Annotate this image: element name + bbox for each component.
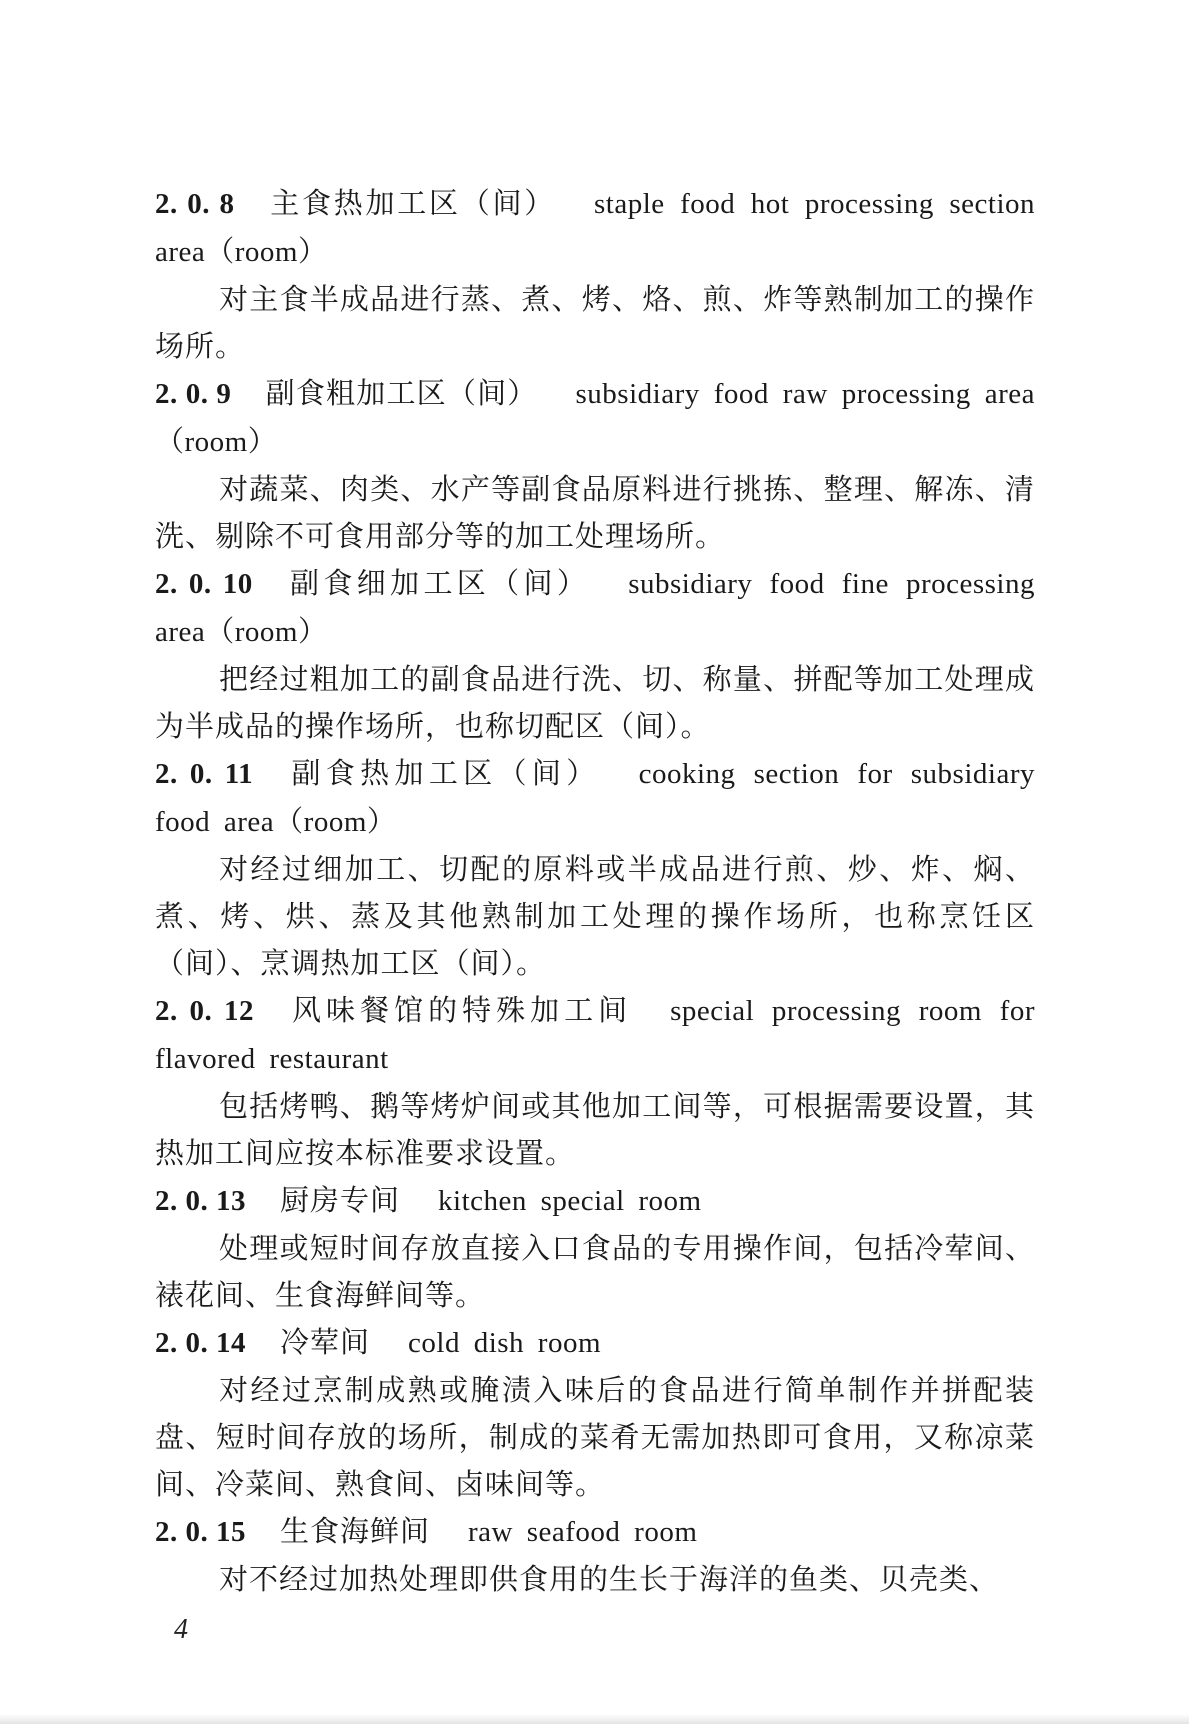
term-2-0-13 xyxy=(155,1177,1035,1319)
term-2-0-11 xyxy=(155,750,1035,987)
term-title-zh: 副食热加工区（间） xyxy=(287,756,601,790)
term-heading xyxy=(155,987,1035,1083)
term-definition: 对经过细加工、切配的原料或半成品进行煎、炒、炸、焖、煮、烤、烘、蒸及其他熟制加工处理的操作场所，也称烹饪区（间）、烹调热加工区（间）。 xyxy=(155,852,1035,980)
term-title-en: subsidiary food raw processing area（room） xyxy=(155,378,1035,458)
term-2-0-8 xyxy=(155,180,1035,370)
term-heading xyxy=(155,1319,1035,1367)
term-heading xyxy=(155,750,1035,846)
term-2-0-15 xyxy=(155,1508,1035,1603)
term-2-0-10 xyxy=(155,560,1035,750)
term-title-zh: 副食粗加工区（间） xyxy=(265,376,538,410)
term-title-en: subsidiary food fine processing area（room） xyxy=(155,568,1035,648)
term-title-zh: 冷荤间 xyxy=(280,1325,371,1359)
term-title-zh: 主食热加工区（间） xyxy=(268,186,556,220)
term-heading xyxy=(155,1508,1035,1556)
term-number: 2. 0. 15 xyxy=(155,1516,246,1548)
page-number: 4 xyxy=(174,1614,188,1645)
term-definition: 对经过烹制成熟或腌渍入味后的食品进行简单制作并拼配装盘、短时间存放的场所，制成的菜肴无需加热即可食用，又称凉菜间、冷菜间、熟食间、卤味间等。 xyxy=(155,1373,1035,1501)
term-title-en: cold dish room xyxy=(408,1327,602,1359)
term-title-en: raw seafood room xyxy=(468,1516,698,1548)
term-number: 2. 0. 9 xyxy=(155,378,232,410)
term-2-0-14 xyxy=(155,1319,1035,1508)
term-heading xyxy=(155,560,1035,656)
term-heading xyxy=(155,1177,1035,1225)
term-title-en: staple food hot processing section area（room） xyxy=(155,188,1036,268)
terms-list xyxy=(155,180,1035,1603)
term-definition: 对蔬菜、肉类、水产等副食品原料进行挑拣、整理、解冻、清洗、剔除不可食用部分等的加工处理场所。 xyxy=(155,472,1035,553)
term-number: 2. 0. 10 xyxy=(155,568,253,600)
term-number: 2. 0. 12 xyxy=(155,995,255,1027)
term-definition: 包括烤鸭、鹅等烤炉间或其他加工间等，可根据需要设置，其热加工间应按本标准要求设置。 xyxy=(155,1089,1035,1170)
term-number: 2. 0. 14 xyxy=(155,1327,246,1359)
term-number: 2. 0. 8 xyxy=(155,188,235,220)
page-edge-shadow xyxy=(0,1714,1189,1724)
term-definition: 把经过粗加工的副食品进行洗、切、称量、拼配等加工处理成为半成品的操作场所，也称切配区（间）。 xyxy=(155,662,1035,743)
term-title-zh: 副食细加工区（间） xyxy=(286,566,591,600)
term-title-en: cooking section for subsidiary food area（room） xyxy=(155,758,1035,838)
term-title-en: kitchen special room xyxy=(438,1185,702,1217)
term-title-zh: 生食海鲜间 xyxy=(280,1514,431,1548)
term-heading xyxy=(155,370,1035,466)
term-title-en: special processing room for flavored restaurant xyxy=(155,995,1035,1075)
term-definition: 处理或短时间存放直接入口食品的专用操作间，包括冷荤间、裱花间、生食海鲜间等。 xyxy=(155,1231,1035,1312)
term-title-zh: 风味餐馆的特殊加工间 xyxy=(288,993,633,1027)
term-2-0-9 xyxy=(155,370,1035,560)
term-heading xyxy=(155,180,1035,276)
term-number: 2. 0. 13 xyxy=(155,1185,246,1217)
term-title-zh: 厨房专间 xyxy=(280,1183,401,1217)
term-number: 2. 0. 11 xyxy=(155,758,254,790)
term-2-0-12 xyxy=(155,987,1035,1177)
term-definition: 对主食半成品进行蒸、煮、烤、烙、煎、炸等熟制加工的操作场所。 xyxy=(155,282,1035,363)
term-definition: 对不经过加热处理即供食用的生长于海洋的鱼类、贝壳类、 xyxy=(219,1562,1000,1596)
